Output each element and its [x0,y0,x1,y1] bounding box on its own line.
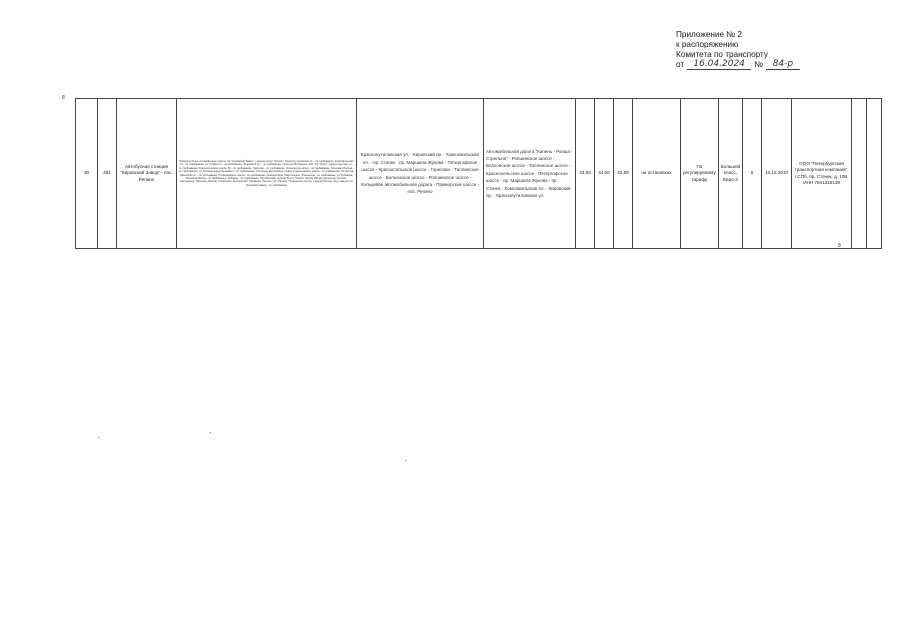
length-forward-cell: 43,93 [576,99,595,249]
handwritten-date: 16.04.2024 [687,60,751,70]
scan-speck [98,437,99,438]
route-number-cell: 481 [98,99,117,249]
route-name-cell: Автобусная станция "Кировский Завод" - пос. Репино [117,99,177,249]
appendix-subtitle: к распоряжению [676,40,739,49]
committee-name: Комитета по транспорту [676,50,768,59]
stop-order-cell: на остановках [633,99,681,249]
appendix-title: Приложение № 2 [676,30,742,39]
empty-cell [867,99,882,249]
document-header [676,30,876,70]
length-total-cell: 43,89 [614,99,633,249]
tariff-cell: По регулируемому тарифу [681,99,719,249]
carrier-cell: ООО "Петербургская транспортная компания", г.СПб, пр. Стачек, д. 108, ИНН 7841315139 [792,99,852,249]
streets-forward-cell: Краснопутиловская ул. - Кировский пр. - Комсомольская пл. - пр. Стачек - пр. Маршала Жукова - Петергофское шоссе - Красносельское шоссе - Горелово - Таллинское шоссе - Волхонское шоссе - Ропшинское шоссе - Кольцевая автомобильная дорога - Приморское шоссе - пос. Репино [357,99,484,249]
seq-cell: 30 [76,99,98,249]
number-prefix: № [754,60,763,69]
margin-mark-right: 8 [838,243,841,249]
table-row [76,99,882,249]
intermediate-stops-cell: Промежуточные остановочные пункты: АС "Кировский Завод", станция метро "Автово", Краснопутиловская ул. - по требованию, Комсомольская пл. - по требованию, ул. Стойкости - по требованию, Ленинский пр. - по требованию, Проспект Ветеранов, 200, ТЦ "Ленто", Кронштадтская ул. - по требованию, Красносельское шоссе, 60 - по требованию, Горелово - по требованию, Ропшинское шоссе - по требованию, Сосновая Поляна - по требованию, ул. Пограничника Гарькавого - по требованию, Стрельна, Жемчужина, Новое Стрельнинское шоссе - по требованию, Петергоф, Заводская ул. - по требованию, Разбегаевское шоссе - по требованию, Ораниенбаум, Мартышкино, Ломоносов - по требованию, ул. Рубакина, Большая Ижора - по требованию, Лебяжье - по требованию, Гора-Валдай, Черная Лахта, Пеники, Малая Ижора, Кронштадт, Котлин, Сестрорецк, Тарховка, Разлив, Солнечное, Зеленогорск, Комарово, Репино, пос. Репино, Приморское шоссе, станция Репино, ж/д станция, АС Кировский Завод - по требованию [177,99,357,249]
vehicle-class-cell: Большой класс, Евро-3 [718,99,742,249]
vehicle-count-cell: 5 [743,99,762,249]
streets-backward-cell: Автомобильная дорога "Кипень - Ропша - Стрельна" - Ропшинское шоссе - Волхонское шоссе - Таллинское шоссе - Красносельское шоссе - Петергофское шоссе - пр. Маршала Жукова - пр. Стачек - Комсомольская пл. - Кировский пр. - Краснопутиловская ул. [484,99,576,249]
margin-mark-left: 8 [62,95,65,101]
start-date-cell: 10.12.2010 [762,99,792,249]
route-register-table [75,98,882,249]
length-backward-cell: 44,00 [595,99,614,249]
empty-cell [852,99,867,249]
date-number-line [676,60,876,70]
handwritten-number: 84-р [766,60,800,70]
scan-speck [210,432,211,433]
date-prefix: от [676,60,685,69]
scan-speck [405,460,406,461]
